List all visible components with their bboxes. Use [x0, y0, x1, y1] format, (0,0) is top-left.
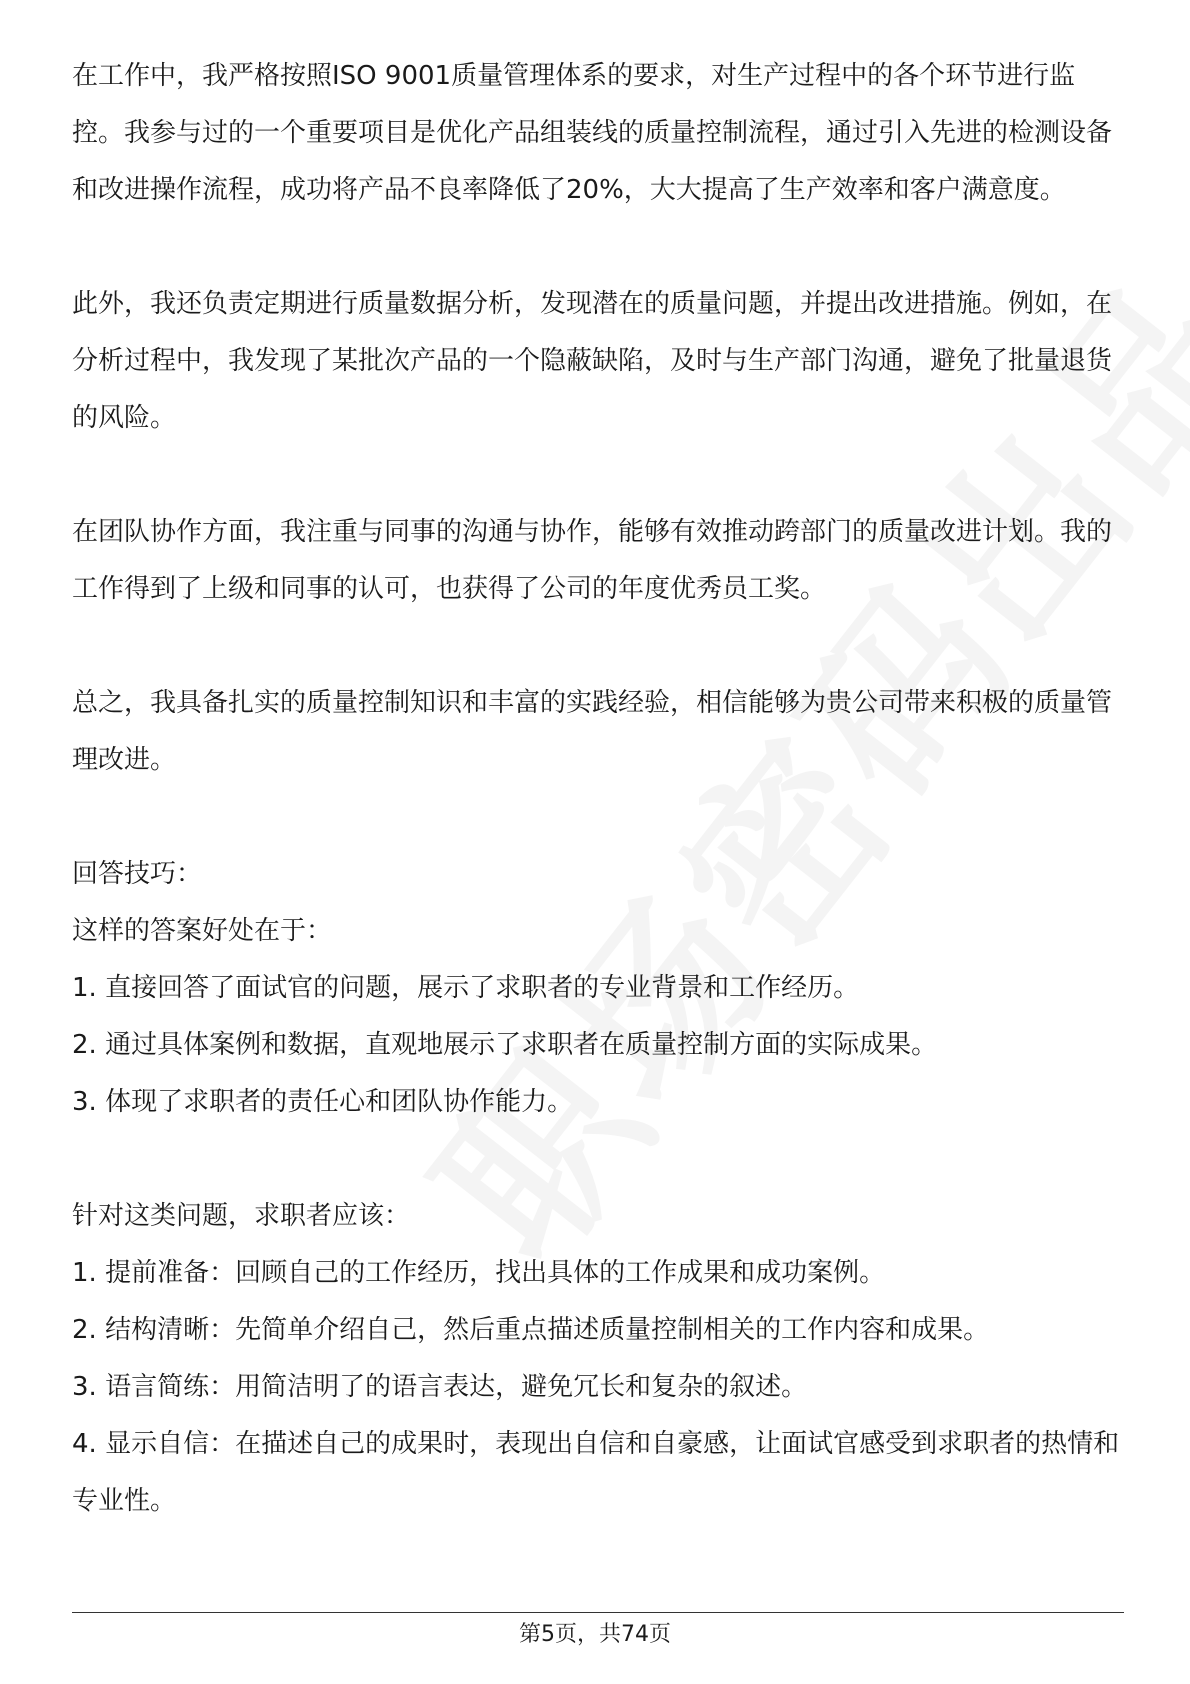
- advice-item: 4. 显示自信：在描述自己的成果时，表现出自信和自豪感，让面试官感受到求职者的热情和专业性。: [72, 1429, 1120, 1516]
- advice-intro: 针对这类问题，求职者应该：: [72, 1201, 411, 1231]
- advice-item: 2. 结构清晰：先简单介绍自己，然后重点描述质量控制相关的工作内容和成果。: [72, 1315, 990, 1345]
- tips-intro: 这样的答案好处在于：: [72, 916, 333, 946]
- tips-item: 1. 直接回答了面试官的问题，展示了求职者的专业背景和工作经历。: [72, 973, 860, 1003]
- tips-heading: 回答技巧：: [72, 859, 203, 889]
- advice-item: 3. 语言简练：用简洁明了的语言表达，避免冗长和复杂的叙述。: [72, 1372, 808, 1402]
- paragraph-data-analysis: 此外，我还负责定期进行质量数据分析，发现潜在的质量问题，并提出改进措施。例如，在分析过程中，我发现了某批次产品的一个隐蔽缺陷，及时与生产部门沟通，避免了批量退货的风险。: [72, 289, 1113, 433]
- tips-item: 2. 通过具体案例和数据，直观地展示了求职者在质量控制方面的实际成果。: [72, 1030, 938, 1060]
- advice-item: 1. 提前准备：回顾自己的工作经历，找出具体的工作成果和成功案例。: [72, 1258, 886, 1288]
- paragraph-work-experience: 在工作中，我严格按照ISO 9001质量管理体系的要求，对生产过程中的各个环节进行监控。我参与过的一个重要项目是优化产品组装线的质量控制流程，通过引入先进的检测设备和改进操作流程，成功将产品不良率降低了20%，大大提高了生产效率和客户满意度。: [72, 61, 1113, 205]
- footer-divider: [72, 1612, 1124, 1613]
- tips-item: 3. 体现了求职者的责任心和团队协作能力。: [72, 1087, 574, 1117]
- paragraph-summary: 总之，我具备扎实的质量控制知识和丰富的实践经验，相信能够为贵公司带来积极的质量管理改进。: [72, 688, 1113, 775]
- paragraph-teamwork: 在团队协作方面，我注重与同事的沟通与协作，能够有效推动跨部门的质量改进计划。我的工作得到了上级和同事的认可，也获得了公司的年度优秀员工奖。: [72, 517, 1113, 604]
- page-number: 第5页，共74页: [519, 1622, 671, 1647]
- document-body: [72, 48, 1122, 1530]
